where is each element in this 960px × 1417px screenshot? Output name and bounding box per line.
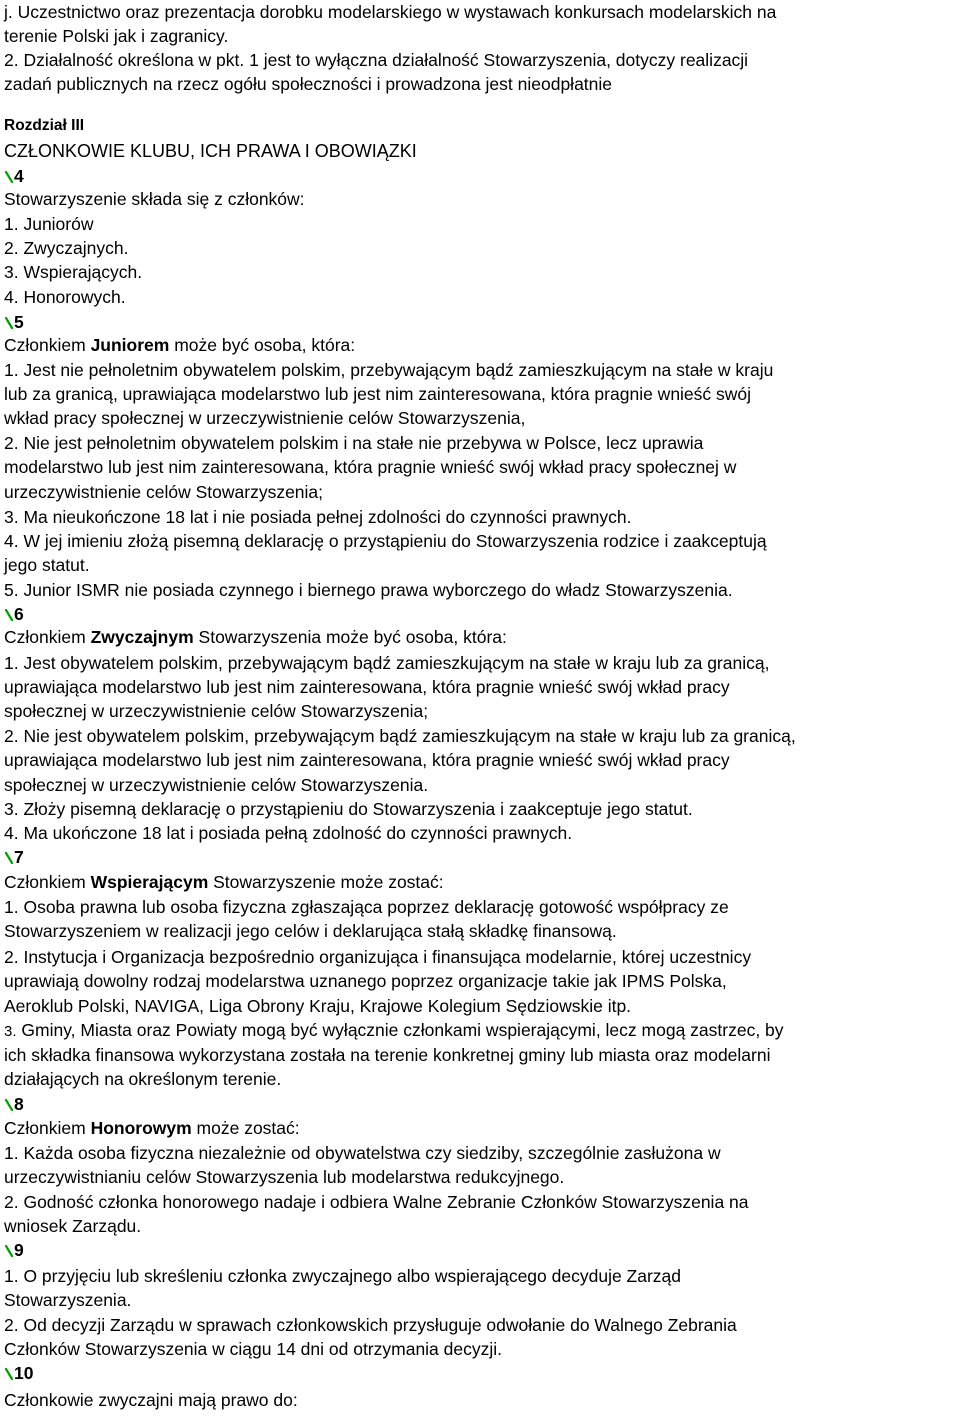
section-number: 7 <box>14 847 24 867</box>
section-number: 8 <box>14 1094 24 1114</box>
paragraph-line: 1. Osoba prawna lub osoba fizyczna zgłaszająca poprzez deklarację gotowość współpracy ze <box>4 897 729 917</box>
paragraph-line: Członkiem Zwyczajnym Stowarzyszenia może być osoba, która: <box>4 627 507 647</box>
section-sign-icon <box>4 852 13 864</box>
paragraph-line: lub za granicą, uprawiająca modelarstwo lub jest nim zainteresowana, która pragnie wnieść swój <box>4 384 752 404</box>
paragraph-line: społecznej w urzeczywistnienie celów Stowarzyszenia; <box>4 701 429 721</box>
paragraph-line: 2. Nie jest pełnoletnim obywatelem polskim i na stałe nie przebywa w Polsce, lecz uprawia <box>4 433 704 453</box>
section-sign-icon <box>4 171 13 183</box>
section-heading <box>4 1092 24 1116</box>
paragraph-line: jego statut. <box>4 555 90 575</box>
section-number: 10 <box>14 1363 34 1383</box>
chapter-label: Rozdział III <box>4 117 85 134</box>
paragraph-line: ich składka finansowa wykorzystana została na terenie konkretnej gminy lub miasta oraz modelarni <box>4 1045 771 1065</box>
paragraph-line: 1. Każda osoba fizyczna niezależnie od obywatelstwa czy siedziby, szczególnie zasłużona w <box>4 1143 721 1163</box>
paragraph-line: Członkiem Wspierającym Stowarzyszenie może zostać: <box>4 872 444 892</box>
list-item: 4. Honorowych. <box>4 287 126 307</box>
paragraph-line: działających na określonym terenie. <box>4 1069 282 1089</box>
list-item: 2. Zwyczajnych. <box>4 238 129 258</box>
paragraph-line: 1. Jest nie pełnoletnim obywatelem polskim, przebywającym bądź zamieszkującym na stałe w kraju <box>4 360 774 380</box>
member-type: Wspierającym <box>90 872 209 892</box>
paragraph-line: Członków Stowarzyszenia w ciągu 14 dni od otrzymania decyzji. <box>4 1339 503 1359</box>
section-sign-icon <box>4 317 13 329</box>
paragraph-line: uprawiająca modelarstwo lub jest nim zainteresowana, która pragnie wnieść swój wkład pracy <box>4 677 730 697</box>
section-sign-icon <box>4 1099 13 1111</box>
chapter-title: CZŁONKOWIE KLUBU, ICH PRAWA I OBOWIĄZKI <box>4 141 417 161</box>
section-heading <box>4 602 24 626</box>
paragraph-line: uprawiają dowolny rodzaj modelarstwa uznanego poprzez organizacje takie jak IPMS Polska, <box>4 971 727 991</box>
paragraph-line: wniosek Zarządu. <box>4 1216 142 1236</box>
paragraph-line: 2. Nie jest obywatelem polskim, przebywającym bądź zamieszkującym na stałe w kraju lub za granicą, <box>4 726 796 746</box>
section-number: 6 <box>14 604 24 624</box>
section-sign-icon <box>4 609 13 621</box>
section-heading <box>4 164 24 188</box>
paragraph-line: 4. W jej imieniu złożą pisemną deklarację o przystąpieniu do Stowarzyszenia rodzice i zaakceptują <box>4 531 767 551</box>
member-type: Zwyczajnym <box>90 627 194 647</box>
paragraph-line: Członkiem Honorowym może zostać: <box>4 1118 300 1138</box>
paragraph-line: społecznej w urzeczywistnienie celów Stowarzyszenia. <box>4 775 429 795</box>
paragraph-line: 2. Instytucja i Organizacja bezpośrednio organizująca i finansująca modelarnie, której uczestnicy <box>4 947 752 967</box>
section-number: 5 <box>14 312 24 332</box>
paragraph-line: Członkiem Juniorem może być osoba, która: <box>4 335 356 355</box>
paragraph-line: 3. Gminy, Miasta oraz Powiaty mogą być wyłącznie członkami wspierającymi, lecz mogą zastrzec, by <box>4 1020 784 1040</box>
intro-line: 2. Działalność określona w pkt. 1 jest to wyłączna działalność Stowarzyszenia, dotyczy realizacji <box>4 50 749 70</box>
paragraph-line: 2. Godność członka honorowego nadaje i odbiera Walne Zebranie Członków Stowarzyszenia na <box>4 1192 749 1212</box>
intro-line: j. Uczestnictwo oraz prezentacja dorobku modelarskiego w wystawach konkursach modelarskich na <box>4 2 777 22</box>
paragraph-line: 1. O przyjęciu lub skreśleniu członka zwyczajnego albo wspierającego decyduje Zarząd <box>4 1266 682 1286</box>
section-heading <box>4 845 24 869</box>
paragraph-line: Stowarzyszenie składa się z członków: <box>4 189 305 209</box>
paragraph-line: urzeczywistnienie celów Stowarzyszenia; <box>4 482 324 502</box>
paragraph-line: Stowarzyszeniem w realizacji jego celów i deklarująca stałą składkę finansową. <box>4 921 617 941</box>
paragraph-line: urzeczywistnianiu celów Stowarzyszenia lub modelarstwa redukcyjnego. <box>4 1167 565 1187</box>
paragraph-line: Członkowie zwyczajni mają prawo do: <box>4 1390 298 1410</box>
section-number: 4 <box>14 166 24 186</box>
paragraph-line: 4. Ma ukończone 18 lat i posiada pełną zdolność do czynności prawnych. <box>4 823 573 843</box>
list-item: 1. Juniorów <box>4 214 94 234</box>
paragraph-line: modelarstwo lub jest nim zainteresowana, która pragnie wnieść swój wkład pracy społecznej w <box>4 457 737 477</box>
intro-line: terenie Polski jak i zagranicy. <box>4 26 229 46</box>
list-item: 3. Wspierających. <box>4 262 143 282</box>
member-type: Honorowym <box>90 1118 192 1138</box>
section-heading <box>4 310 24 334</box>
paragraph-line: 1. Jest obywatelem polskim, przebywającym bądź zamieszkującym na stałe w kraju lub za granicą, <box>4 653 770 673</box>
paragraph-line: 2. Od decyzji Zarządu w sprawach członkowskich przysługuje odwołanie do Walnego Zebrania <box>4 1315 737 1335</box>
member-type: Juniorem <box>90 335 170 355</box>
paragraph-line: Aeroklub Polski, NAVIGA, Liga Obrony Kraju, Krajowe Kolegium Sędziowskie itp. <box>4 996 632 1016</box>
paragraph-line: uprawiająca modelarstwo lub jest nim zainteresowana, która pragnie wnieść swój wkład pracy <box>4 750 730 770</box>
section-number: 9 <box>14 1240 24 1260</box>
paragraph-line: 3. Złoży pisemną deklarację o przystąpieniu do Stowarzyszenia i zaakceptuje jego statut. <box>4 799 693 819</box>
paragraph-line: 3. Ma nieukończone 18 lat i nie posiada pełnej zdolności do czynności prawnych. <box>4 507 632 527</box>
intro-line: zadań publicznych na rzecz ogółu społeczności i prowadzona jest nieodpłatnie <box>4 74 613 94</box>
section-sign-icon <box>4 1245 13 1257</box>
paragraph-line: 5. Junior ISMR nie posiada czynnego i biernego prawa wyborczego do władz Stowarzyszenia. <box>4 580 733 600</box>
paragraph-line: Stowarzyszenia. <box>4 1290 132 1310</box>
section-sign-icon <box>4 1368 13 1380</box>
section-heading <box>4 1361 33 1385</box>
paragraph-line: wkład pracy społecznej w urzeczywistnienie celów Stowarzyszenia, <box>4 408 526 428</box>
section-heading <box>4 1238 24 1262</box>
